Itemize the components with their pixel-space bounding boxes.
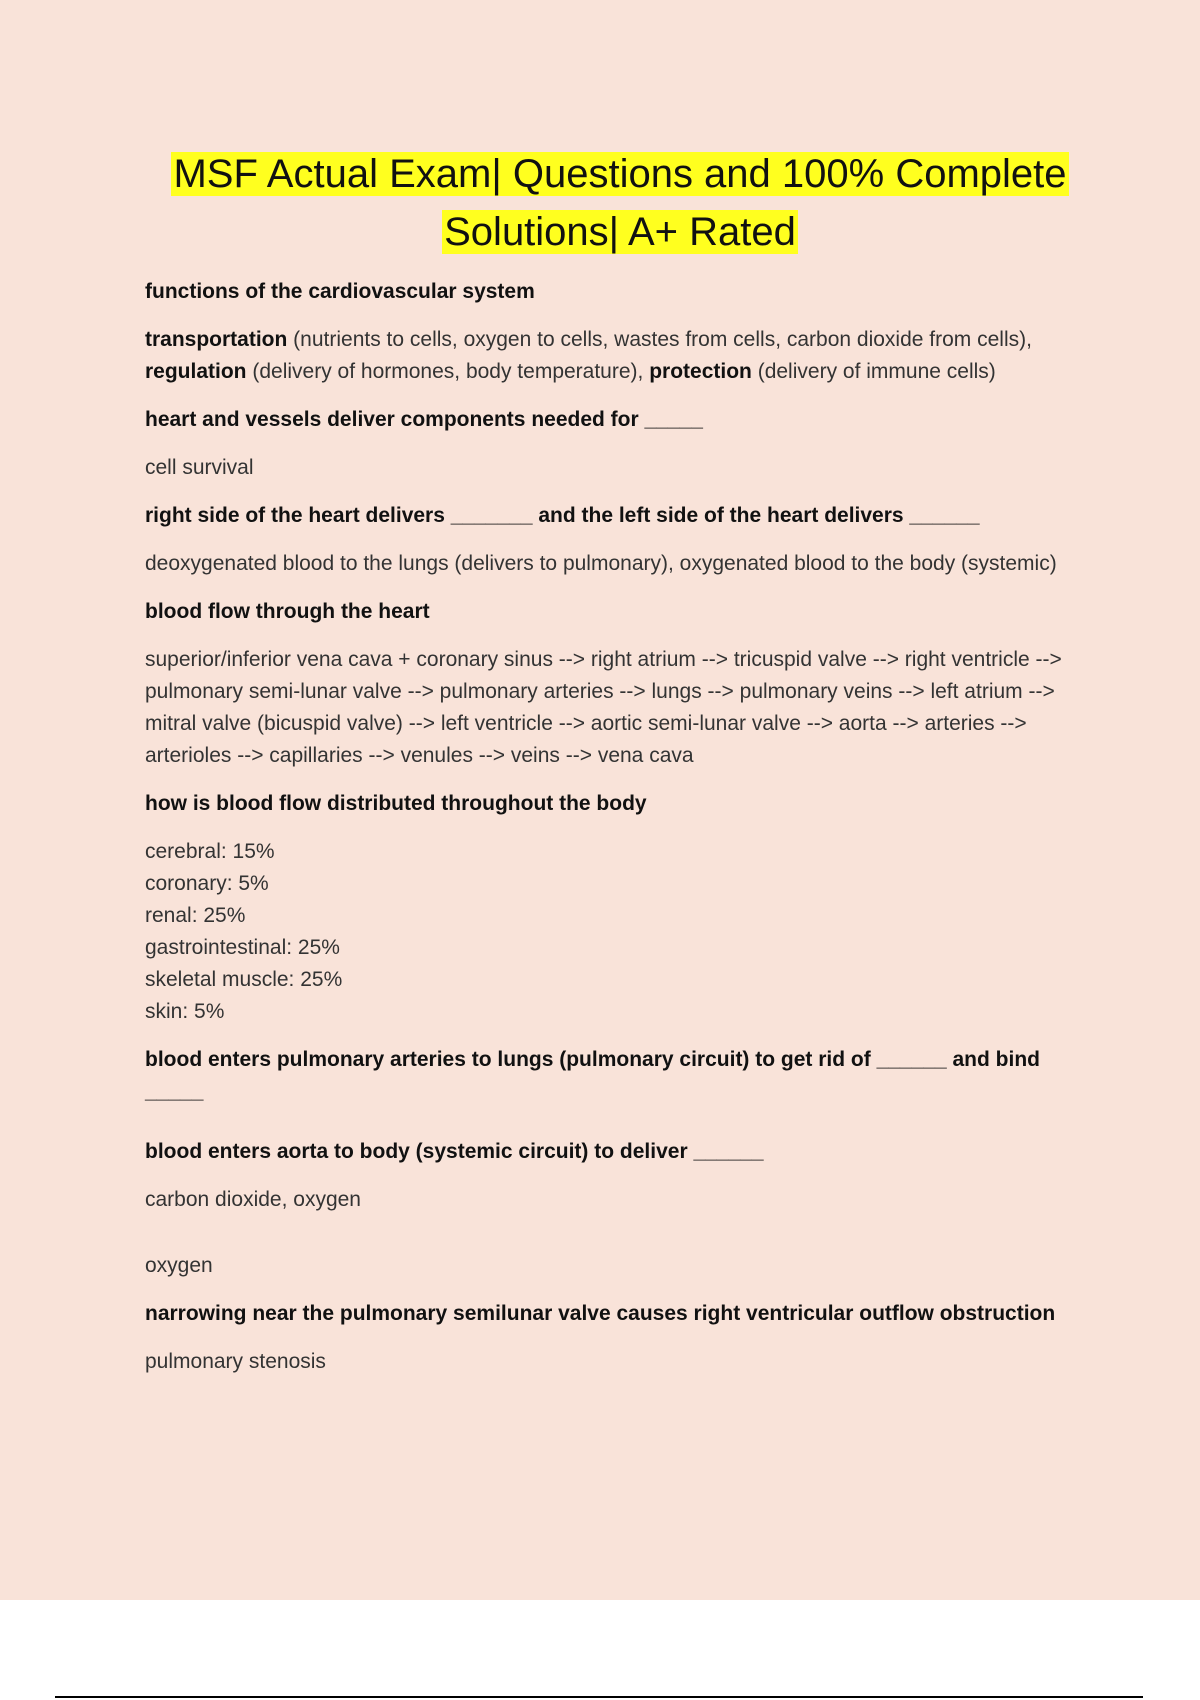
answer-2: cell survival	[145, 456, 254, 479]
question-5: how is blood flow distributed throughout the body	[145, 792, 647, 815]
answer-8: pulmonary stenosis	[145, 1350, 326, 1373]
answer-1-term-regulation: regulation	[145, 360, 247, 383]
question-3: right side of the heart delivers _______ and the left side of the heart delivers ______	[145, 504, 980, 527]
answer-5-list	[145, 836, 1105, 1028]
answer-1	[145, 324, 1105, 388]
footer-rule	[55, 1696, 1143, 1698]
page-title	[120, 145, 1120, 261]
qa-content	[145, 276, 1105, 1394]
list-item: renal: 25%	[145, 904, 246, 927]
title-line-2: Solutions| A+ Rated	[444, 210, 796, 254]
list-item: skeletal muscle: 25%	[145, 968, 343, 991]
spacer	[145, 1232, 1105, 1250]
question-8: narrowing near the pulmonary semilunar valve causes right ventricular outflow obstruction	[145, 1302, 1056, 1325]
title-line-1: MSF Actual Exam| Questions and 100% Complete	[173, 152, 1067, 196]
answer-1-term-transportation: transportation	[145, 328, 288, 351]
list-item: coronary: 5%	[145, 872, 269, 895]
answer-3: deoxygenated blood to the lungs (delivers to pulmonary), oxygenated blood to the body (systemic)	[145, 552, 1057, 575]
question-7: blood enters aorta to body (systemic circuit) to deliver ______	[145, 1140, 764, 1163]
question-6	[145, 1044, 1105, 1108]
question-2: heart and vessels deliver components needed for _____	[145, 408, 703, 431]
question-4: blood flow through the heart	[145, 600, 430, 623]
question-1: functions of the cardiovascular system	[145, 280, 535, 303]
answer-1-text-c: (delivery of immune cells)	[751, 360, 996, 383]
answer-1-text-a: (nutrients to cells, oxygen to cells, wastes from cells, carbon dioxide from cells),	[287, 328, 1032, 351]
answer-1-text-b: (delivery of hormones, body temperature),	[246, 360, 650, 383]
answer-4: superior/inferior vena cava + coronary sinus --> right atrium --> tricuspid valve --> right ventricle --> pulmonary semi-lunar valve --> pulmonary arteries --> lungs --> pulmonary veins --> left atrium --> mitral valve (bicuspid valve) --> left ventricle --> aortic semi-lunar valve --> aorta --> arteries --> arterioles --> capillaries --> venules --> veins --> vena cava	[145, 648, 1062, 767]
answer-6: carbon dioxide, oxygen	[145, 1188, 361, 1211]
list-item: gastrointestinal: 25%	[145, 936, 340, 959]
list-item: skin: 5%	[145, 1000, 225, 1023]
question-6-line-2: _____	[145, 1080, 204, 1103]
answer-7: oxygen	[145, 1254, 213, 1277]
list-item: cerebral: 15%	[145, 840, 275, 863]
answer-1-term-protection: protection	[649, 360, 752, 383]
question-6-line-1: blood enters pulmonary arteries to lungs (pulmonary circuit) to get rid of ______ and bind	[145, 1048, 1040, 1071]
